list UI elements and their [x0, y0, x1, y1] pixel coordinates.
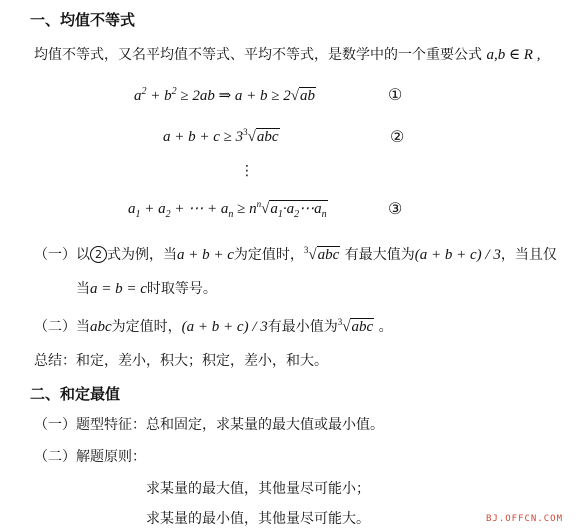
p2-text-a: （二）当 — [34, 319, 90, 335]
p2-text-b: 为定值时， — [111, 319, 182, 335]
formula-2-number: ② — [390, 129, 405, 146]
p1-math-3: (a + b + c) / 3 — [414, 247, 501, 263]
section-title-sum-extremum: 二、和定最值 — [30, 385, 121, 403]
p2-text-d: 。 — [378, 319, 393, 335]
section2-item-2: （二）解题原则： — [34, 449, 146, 465]
p1-text-d: 有最大值为 — [344, 247, 415, 263]
section2-rule-1: 求某量的最大值，其他量尽可能小； — [146, 481, 370, 497]
formula-2: $a + b + c \ge 3^3√abc$ — [163, 127, 279, 145]
paragraph-1-line-2 — [76, 278, 217, 298]
p1-line2-math: a = b = c — [90, 281, 147, 297]
intro-text: 均值不等式，又名平均值不等式、平均不等式，是数学中的一个重要公式 — [34, 47, 482, 63]
intro-paragraph — [34, 44, 540, 64]
p1-line2-text-a: 当 — [76, 281, 90, 297]
p2-math-1: abc — [90, 319, 112, 335]
p1-text-e: ，当且仅 — [500, 247, 557, 263]
formula-3: $a_1 + a_2$ + ⋯ + $a_n$ ≥ $n^n√a_1\cdot a_2\cdots a_n$ — [128, 199, 327, 220]
paragraph-2 — [34, 316, 393, 336]
p2-text-c: 有最小值为 — [267, 319, 338, 335]
section-title-inequality: 一、均值不等式 — [30, 11, 136, 29]
p1-line2-text-b: 时取等号。 — [146, 281, 217, 297]
p1-math-2: $^3$√abc — [303, 245, 340, 263]
p1-math-1: a + b + c — [177, 247, 234, 263]
formula-1: $a^2 + b^2 \ge 2ab$ ⇒ a + b ≥ 2√ab — [134, 86, 316, 104]
section2-item-1: （一）题型特征：总和固定，求某量的最大值或最小值。 — [34, 417, 384, 433]
summary: 总结：和定，差小，积大；积定，差小，和大。 — [34, 353, 328, 369]
formula-ellipsis: ⋮ — [240, 163, 254, 179]
p1-text-b: 式为例，当 — [107, 247, 177, 263]
circled-2: 2 — [90, 246, 107, 263]
p2-math-3: $^3$√abc — [337, 317, 374, 335]
paragraph-1-line-1 — [34, 244, 557, 264]
section2-rule-2: 求某量的最小值，其他量尽可能大。 — [146, 511, 370, 527]
p1-text-c: 为定值时， — [233, 247, 304, 263]
intro-math: a,b ∈ R , — [486, 47, 541, 63]
p2-math-2: (a + b + c) / 3 — [181, 319, 268, 335]
watermark: BJ.OFFCN.COM — [486, 514, 564, 524]
p1-text-a: （一）以 — [34, 247, 90, 263]
formula-1-number: ① — [388, 87, 403, 104]
formula-3-number: ③ — [388, 201, 403, 218]
